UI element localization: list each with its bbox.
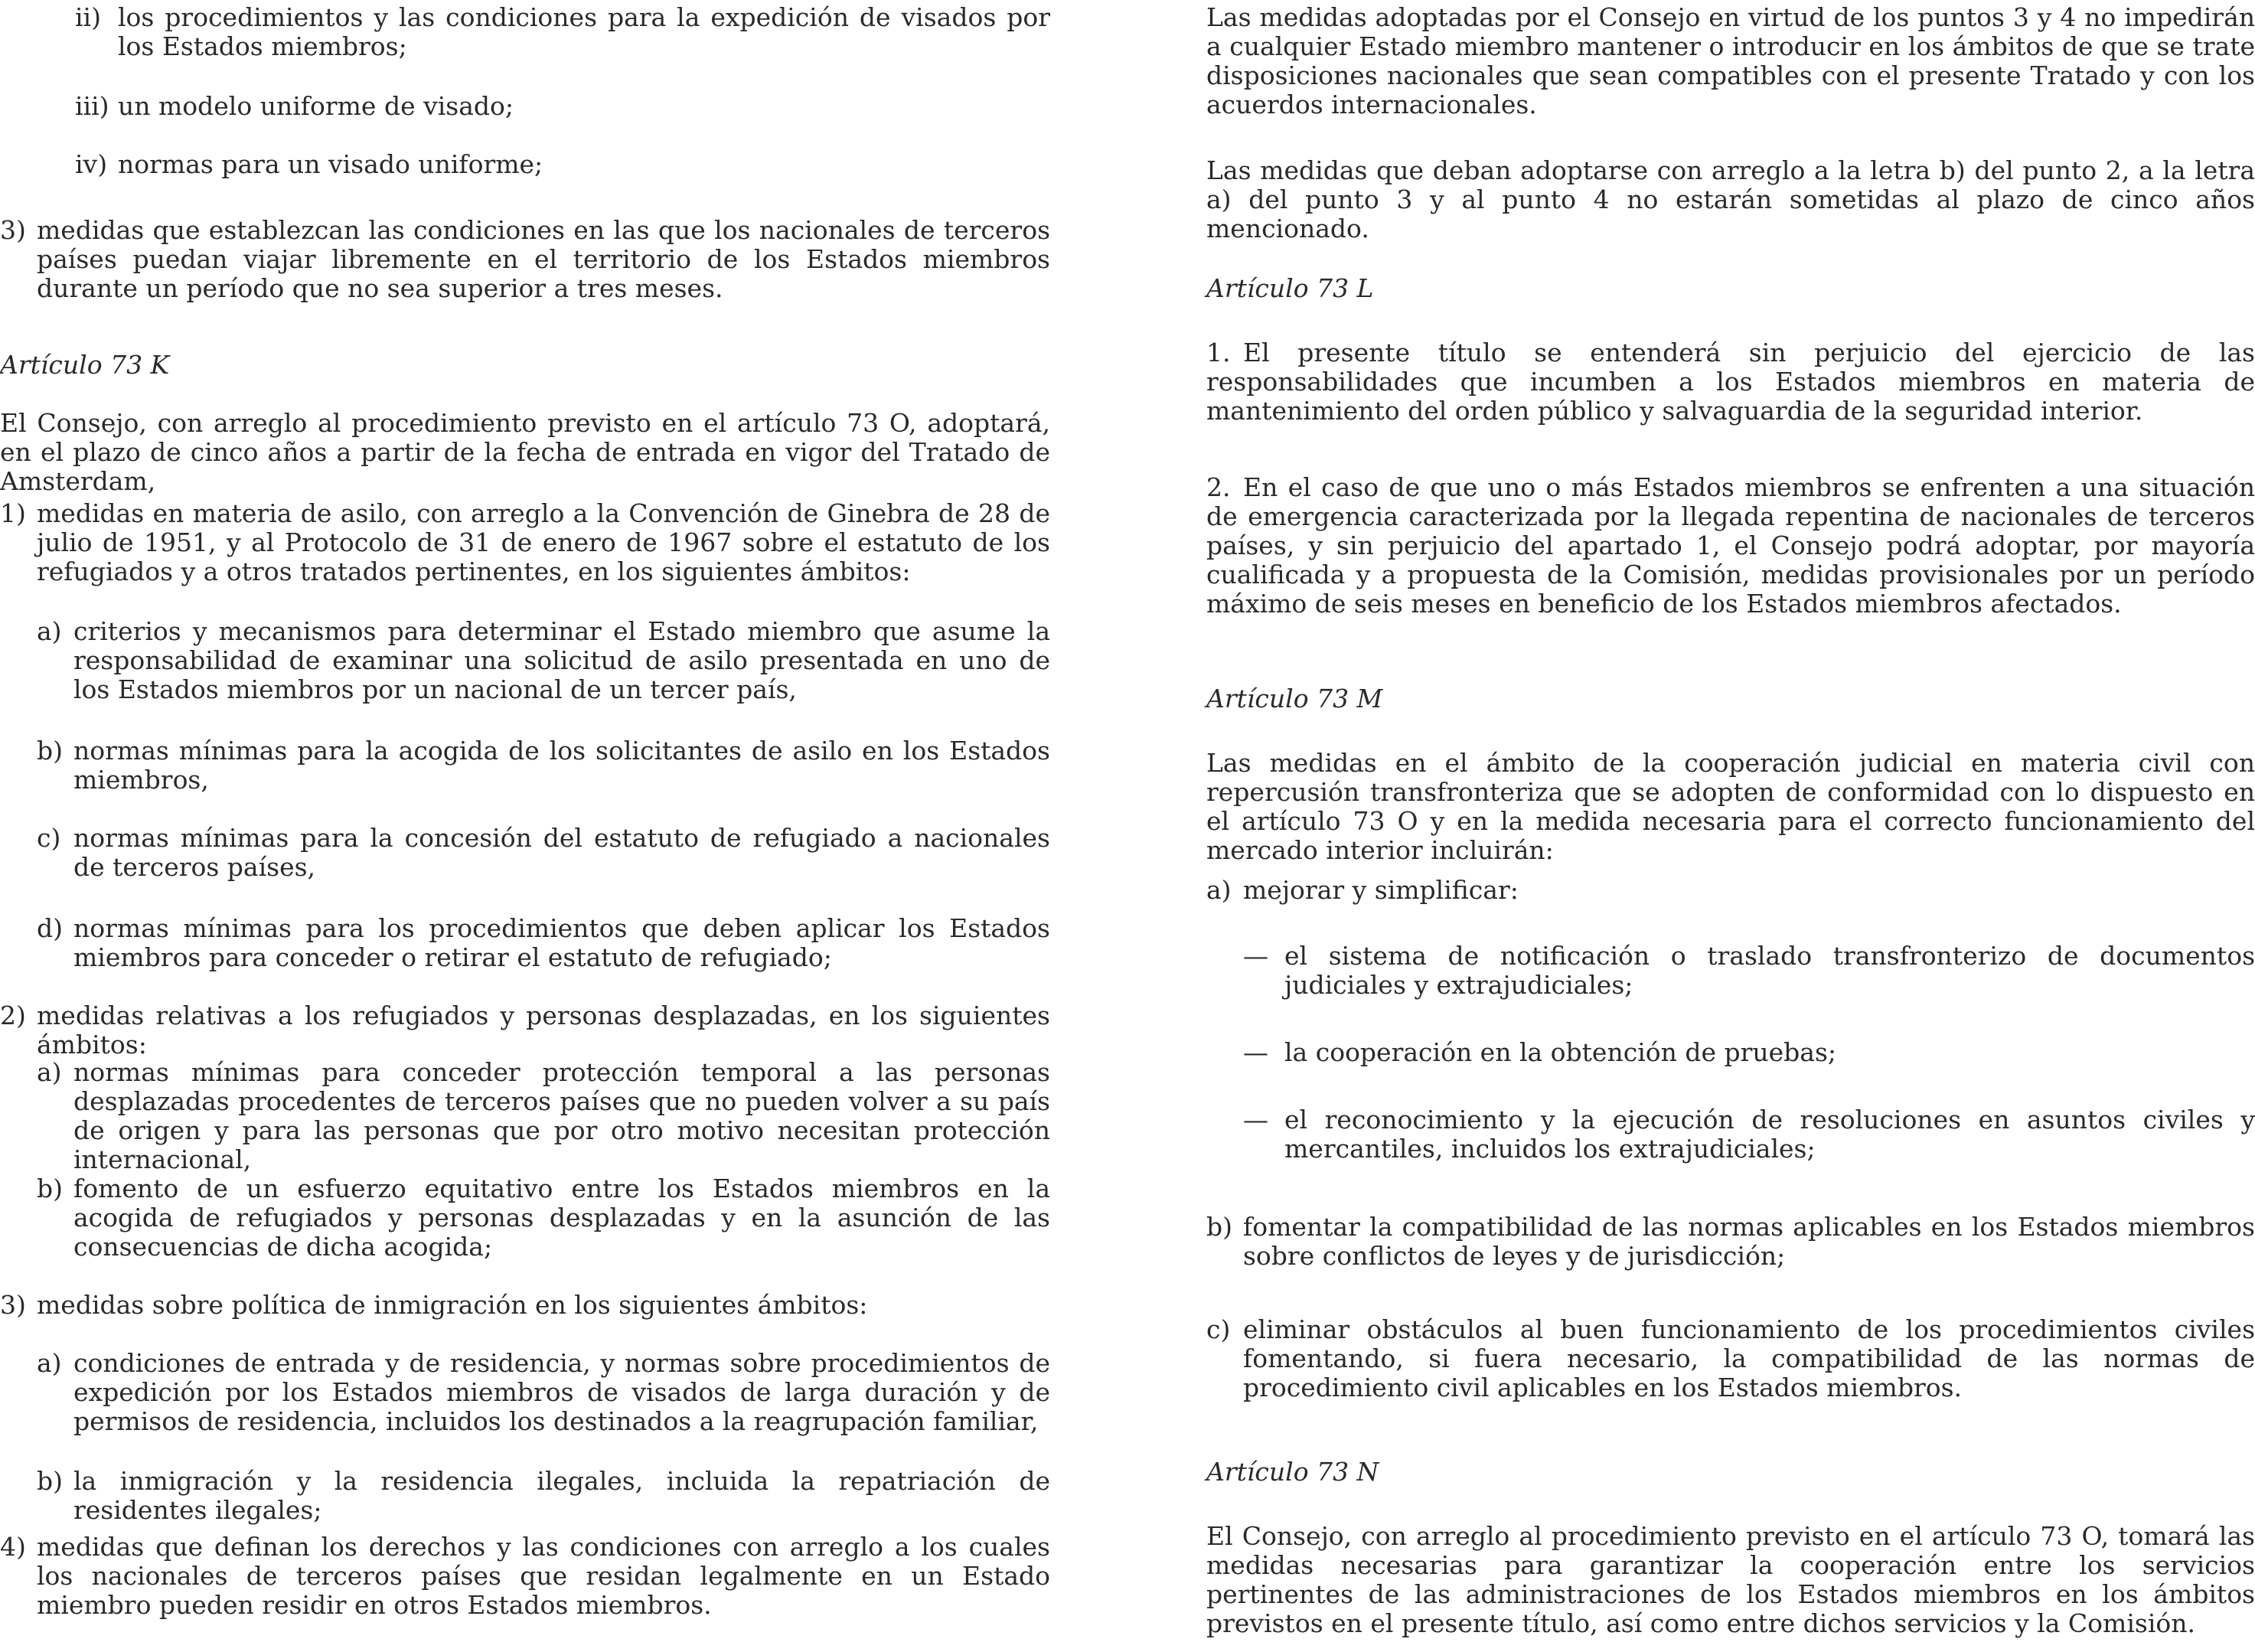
list-text: medidas que definan los derechos y las condiciones con arreglo a los cuales los nacionales de terceros países que residan legalmente en un Estado miembro pueden residir en otros Estados miembros.: [37, 1532, 1050, 1620]
point-1-asylum: [0, 499, 1050, 586]
list-label: a): [1206, 875, 1232, 905]
point-1-item-b: [37, 736, 1050, 795]
list-text: normas mínimas para la acogida de los solicitantes de asilo en los Estados miembros,: [73, 736, 1050, 795]
list-label: 4): [0, 1532, 26, 1562]
point-1-item-a: [37, 617, 1050, 704]
list-text: condiciones de entrada y de residencia, y normas sobre procedimientos de expedición por los Estados miembros de visados de larga duración y de permisos de residencia, incluidos los destinados a la reagrupación familiar,: [73, 1348, 1050, 1436]
list-text: fomento de un esfuerzo equitativo entre los Estados miembros en la acogida de refugiados y personas desplazadas y en la asunción de las consecuencias de dicha acogida;: [73, 1174, 1050, 1262]
list-label: 2): [0, 1001, 26, 1030]
measures-paragraph: Las medidas adoptadas por el Consejo en virtud de los puntos 3 y 4 no impedirán a cualquier Estado miembro mantener o introducir en los ámbitos de que se trate disposiciones nacionales que sean compatibles con el presente Tratado y con los acuerdos internacionales.: [1206, 2, 2255, 119]
list-text: normas para un visado uniforme;: [118, 149, 543, 179]
point-2-item-a: [37, 1058, 1050, 1174]
point-2-refugees: [0, 1001, 1050, 1059]
article-73m-item-a: [1206, 876, 2255, 905]
list-text: normas mínimas para la concesión del estatuto de refugiado a nacionales de terceros países,: [73, 823, 1050, 882]
point-3-item-b: [37, 1467, 1050, 1525]
article-73n-text: El Consejo, con arreglo al procedimiento previsto en el artículo 73 O, tomará las medidas necesarias para garantizar la cooperación entre los servicios pertinentes de las administraciones de los Estados miembros en los ámbitos previstos en el presente título, así como entre dichos servicios y la Comisión.: [1206, 1521, 2255, 1638]
dash-text: el reconocimiento y la ejecución de resoluciones en asuntos civiles y mercantiles, incluidos los extrajudiciales;: [1284, 1105, 2255, 1164]
list-text: medidas sobre política de inmigración en los siguientes ámbitos:: [37, 1290, 868, 1320]
dash-symbol: —: [1243, 1105, 1268, 1135]
article-73l-paragraph-2: [1206, 473, 2255, 619]
list-text: normas mínimas para los procedimientos que deben aplicar los Estados miembros para conceder o retirar el estatuto de refugiado;: [73, 913, 1050, 972]
list-label: ii): [75, 2, 101, 32]
point-1-item-d: [37, 914, 1050, 972]
list-label: a): [37, 1057, 62, 1087]
dash-item-notification: [1206, 942, 2255, 1000]
article-73k-heading: Artículo 73 K: [0, 350, 170, 380]
list-text: medidas que establezcan las condiciones en las que los nacionales de terceros países puedan viajar libremente en el territorio de los Estados miembros durante un período que no sea superior a tres meses.: [37, 215, 1050, 303]
list-label: iv): [75, 149, 108, 179]
list-text: eliminar obstáculos al buen funcionamiento de los procedimientos civiles fomentando, si fuera necesario, la compatibilidad de las normas de procedimiento civil aplicables en los Estados miembros.: [1243, 1314, 2255, 1402]
list-label: c): [37, 823, 61, 853]
list-label: c): [1206, 1314, 1231, 1344]
article-73m-heading: Artículo 73 M: [1206, 684, 1383, 713]
list-text: mejorar y simplificar:: [1243, 875, 1519, 905]
article-73m-item-c: [1206, 1315, 2255, 1402]
dash-text: el sistema de notificación o traslado transfronterizo de documentos judiciales y extrajudiciales;: [1284, 941, 2255, 1000]
article-73k-intro: El Consejo, con arreglo al procedimiento previsto en el artículo 73 O, adoptará, en el plazo de cinco años a partir de la fecha de entrada en vigor del Tratado de Amsterdam,: [0, 408, 1050, 496]
list-text: normas mínimas para conceder protección temporal a las personas desplazadas procedentes de terceros países que no pueden volver a su país de origen y para las personas que por otro motivo necesitan protección internacional,: [73, 1057, 1050, 1174]
point-4-residence: [0, 1533, 1050, 1620]
visa-item-iii: [75, 92, 1050, 121]
dash-symbol: —: [1243, 1037, 1268, 1067]
list-text: criterios y mecanismos para determinar el Estado miembro que asume la responsabilidad de examinar una solicitud de asilo presentada en uno de los Estados miembros por un nacional de un tercer país,: [73, 616, 1050, 704]
list-label: 3): [0, 215, 26, 245]
list-label: a): [37, 616, 62, 646]
article-73l-paragraph-1: [1206, 338, 2255, 426]
list-label: a): [37, 1348, 62, 1378]
paragraph-text: El presente título se entenderá sin perjuicio del ejercicio de las responsabilidades que incumben a los Estados miembros en materia de mantenimiento del orden público y salvaguardia de la seguridad interior.: [1206, 338, 2255, 426]
paragraph-number: 2.: [1206, 472, 1231, 502]
article-73n-heading: Artículo 73 N: [1206, 1457, 1379, 1487]
dash-text: la cooperación en la obtención de pruebas;: [1284, 1037, 1837, 1067]
list-label: b): [1206, 1212, 1232, 1242]
dash-item-recognition: [1206, 1105, 2255, 1164]
list-text: un modelo uniforme de visado;: [118, 91, 514, 121]
point-3-item-a: [37, 1349, 1050, 1436]
list-label: 3): [0, 1290, 26, 1320]
visa-item-iv: [75, 150, 1050, 179]
list-text: fomentar la compatibilidad de las normas aplicables en los Estados miembros sobre conflictos de leyes y de jurisdicción;: [1243, 1212, 2255, 1271]
list-label: d): [37, 913, 63, 943]
paragraph-text: En el caso de que uno o más Estados miembros se enfrenten a una situación de emergencia caracterizada por la llegada repentina de nacionales de terceros países, y sin perjuicio del apartado 1, el Consejo podrá adoptar, por mayoría cualificada y a propuesta de la Comisión, medidas provisionales por un período máximo de seis meses en beneficio de los Estados miembros afectados.: [1206, 472, 2255, 619]
list-label: b): [37, 1466, 63, 1496]
dash-symbol: —: [1243, 941, 1268, 971]
article-73l-heading: Artículo 73 L: [1206, 273, 1374, 303]
article-73m-intro: Las medidas en el ámbito de la cooperación judicial en materia civil con repercusión transfronteriza que se adopten de conformidad con lo dispuesto en el artículo 73 O y en la medida necesaria para el correcto funcionamiento del mercado interior incluirán:: [1206, 748, 2255, 865]
list-label: b): [37, 1174, 63, 1203]
list-text: la inmigración y la residencia ilegales, incluida la repatriación de residentes ilegales;: [73, 1466, 1050, 1525]
point-1-item-c: [37, 824, 1050, 882]
exemption-paragraph: Las medidas que deban adoptarse con arreglo a la letra b) del punto 2, a la letra a) del punto 3 y al punto 4 no estarán sometidas al plazo de cinco años mencionado.: [1206, 155, 2255, 243]
list-label: b): [37, 736, 63, 766]
list-label: 1): [0, 498, 26, 528]
list-text: los procedimientos y las condiciones para la expedición de visados por los Estados miembros;: [118, 2, 1050, 61]
list-text: medidas en materia de asilo, con arreglo a la Convención de Ginebra de 28 de julio de 1951, y al Protocolo de 31 de enero de 1967 sobre el estatuto de los refugiados y a otros tratados pertinentes, en los siguientes ámbitos:: [37, 498, 1050, 586]
point-3-immigration: [0, 1291, 1050, 1320]
list-label: iii): [75, 91, 109, 121]
dash-item-evidence: [1206, 1038, 2255, 1067]
point-3-short-stay: [0, 216, 1050, 303]
point-2-item-b: [37, 1174, 1050, 1262]
list-text: medidas relativas a los refugiados y personas desplazadas, en los siguientes ámbitos:: [37, 1001, 1050, 1059]
visa-item-ii: [75, 3, 1050, 61]
article-73m-item-b: [1206, 1213, 2255, 1271]
paragraph-number: 1.: [1206, 338, 1231, 367]
